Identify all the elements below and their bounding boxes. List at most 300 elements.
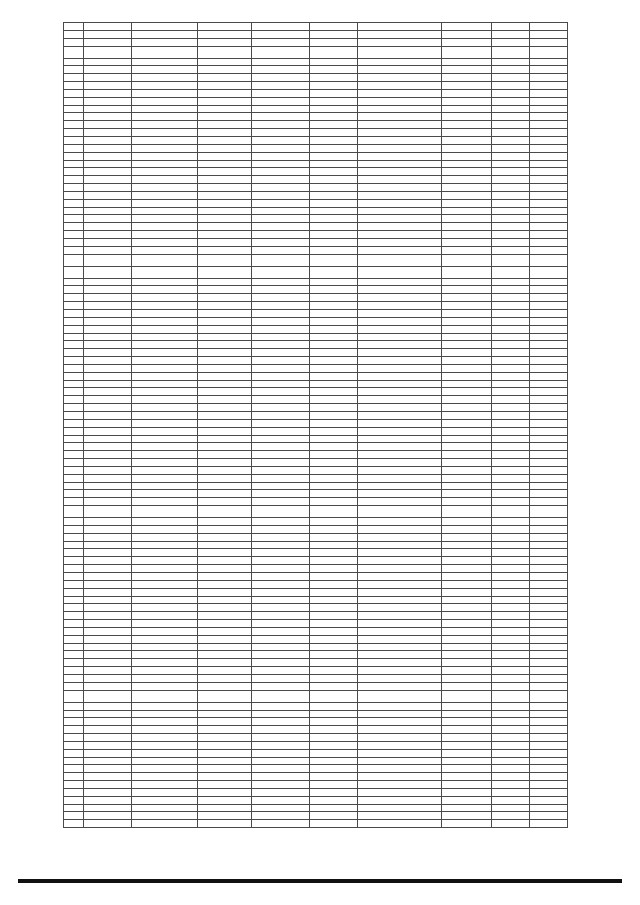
cell-note-b — [530, 223, 568, 231]
cell-street — [358, 380, 442, 388]
cell-note-b — [530, 364, 568, 372]
cell-district — [198, 749, 252, 757]
cell-city-a — [252, 254, 310, 266]
cell-note-a — [492, 749, 530, 757]
cell-code-extra — [132, 435, 198, 443]
cell-code — [84, 215, 132, 223]
cell-street — [358, 66, 442, 74]
cell-city-b — [310, 667, 358, 675]
cell-city-a — [252, 30, 310, 38]
cell-house — [442, 215, 492, 223]
cell-district — [198, 294, 252, 302]
cell-number — [64, 207, 84, 215]
cell-house — [442, 682, 492, 690]
cell-note-a — [492, 89, 530, 97]
cell-district — [198, 643, 252, 651]
cell-house — [442, 620, 492, 628]
cell-note-a — [492, 207, 530, 215]
cell-note-b — [530, 333, 568, 341]
cell-city-a — [252, 549, 310, 557]
cell-code — [84, 580, 132, 588]
cell-district — [198, 741, 252, 749]
cell-city-b — [310, 302, 358, 310]
cell-note-b — [530, 718, 568, 726]
cell-code-extra — [132, 635, 198, 643]
cell-code — [84, 734, 132, 742]
cell-house — [442, 58, 492, 66]
cell-city-a — [252, 482, 310, 490]
cell-note-b — [530, 89, 568, 97]
cell-note-b — [530, 451, 568, 459]
cell-house — [442, 781, 492, 789]
cell-street — [358, 718, 442, 726]
cell-city-a — [252, 364, 310, 372]
cell-note-a — [492, 105, 530, 113]
cell-house — [442, 113, 492, 121]
cell-house — [442, 443, 492, 451]
cell-street — [358, 199, 442, 207]
cell-street — [358, 604, 442, 612]
cell-house — [442, 302, 492, 310]
cell-house — [442, 525, 492, 533]
cell-district — [198, 23, 252, 31]
cell-house — [442, 30, 492, 38]
cell-note-a — [492, 266, 530, 278]
cell-city-a — [252, 781, 310, 789]
cell-house — [442, 757, 492, 765]
cell-house — [442, 349, 492, 357]
cell-note-b — [530, 129, 568, 137]
cell-note-a — [492, 702, 530, 710]
cell-note-a — [492, 718, 530, 726]
cell-district — [198, 380, 252, 388]
cell-code — [84, 30, 132, 38]
cell-note-b — [530, 490, 568, 498]
cell-street — [358, 58, 442, 66]
cell-street — [358, 757, 442, 765]
cell-district — [198, 372, 252, 380]
cell-city-b — [310, 627, 358, 635]
cell-house — [442, 144, 492, 152]
cell-code — [84, 588, 132, 596]
cell-district — [198, 152, 252, 160]
cell-street — [358, 518, 442, 526]
table-row — [64, 565, 568, 573]
table-row — [64, 58, 568, 66]
cell-code-extra — [132, 596, 198, 604]
cell-city-a — [252, 58, 310, 66]
cell-number — [64, 749, 84, 757]
cell-note-a — [492, 121, 530, 129]
cell-note-a — [492, 278, 530, 286]
cell-city-a — [252, 474, 310, 482]
cell-note-b — [530, 238, 568, 246]
cell-code-extra — [132, 659, 198, 667]
cell-code — [84, 136, 132, 144]
cell-city-a — [252, 199, 310, 207]
cell-note-a — [492, 812, 530, 820]
cell-code — [84, 549, 132, 557]
cell-note-a — [492, 627, 530, 635]
cell-street — [358, 388, 442, 396]
cell-city-b — [310, 160, 358, 168]
cell-district — [198, 690, 252, 702]
cell-city-b — [310, 380, 358, 388]
table-row — [64, 191, 568, 199]
table-row — [64, 349, 568, 357]
cell-code-extra — [132, 302, 198, 310]
cell-note-a — [492, 710, 530, 718]
cell-note-b — [530, 620, 568, 628]
cell-city-a — [252, 643, 310, 651]
cell-note-a — [492, 443, 530, 451]
cell-code-extra — [132, 168, 198, 176]
cell-code-extra — [132, 734, 198, 742]
cell-city-b — [310, 557, 358, 565]
cell-street — [358, 82, 442, 90]
table-row — [64, 781, 568, 789]
cell-code — [84, 565, 132, 573]
cell-note-a — [492, 246, 530, 254]
cell-note-a — [492, 325, 530, 333]
cell-number — [64, 674, 84, 682]
cell-district — [198, 820, 252, 828]
cell-house — [442, 66, 492, 74]
cell-note-b — [530, 518, 568, 526]
table-row — [64, 573, 568, 581]
cell-code — [84, 97, 132, 105]
cell-house — [442, 541, 492, 549]
table-row — [64, 749, 568, 757]
cell-code-extra — [132, 349, 198, 357]
table-row — [64, 46, 568, 58]
cell-city-b — [310, 388, 358, 396]
cell-city-a — [252, 627, 310, 635]
table-row — [64, 30, 568, 38]
cell-note-b — [530, 459, 568, 467]
cell-number — [64, 573, 84, 581]
cell-city-a — [252, 223, 310, 231]
cell-note-a — [492, 651, 530, 659]
cell-street — [358, 443, 442, 451]
cell-city-a — [252, 690, 310, 702]
cell-number — [64, 30, 84, 38]
cell-house — [442, 160, 492, 168]
cell-house — [442, 451, 492, 459]
cell-district — [198, 302, 252, 310]
cell-note-b — [530, 466, 568, 474]
cell-street — [358, 435, 442, 443]
table-row — [64, 278, 568, 286]
cell-city-a — [252, 498, 310, 506]
cell-street — [358, 635, 442, 643]
table-row — [64, 310, 568, 318]
table-row — [64, 482, 568, 490]
cell-note-a — [492, 635, 530, 643]
cell-city-a — [252, 419, 310, 427]
cell-house — [442, 105, 492, 113]
cell-note-b — [530, 38, 568, 46]
cell-district — [198, 191, 252, 199]
cell-note-a — [492, 286, 530, 294]
cell-code — [84, 349, 132, 357]
cell-house — [442, 518, 492, 526]
cell-note-b — [530, 506, 568, 518]
cell-code — [84, 518, 132, 526]
cell-city-a — [252, 46, 310, 58]
cell-district — [198, 490, 252, 498]
cell-number — [64, 74, 84, 82]
cell-code — [84, 317, 132, 325]
cell-house — [442, 604, 492, 612]
cell-house — [442, 588, 492, 596]
cell-note-b — [530, 588, 568, 596]
cell-note-a — [492, 620, 530, 628]
cell-street — [358, 749, 442, 757]
cell-district — [198, 674, 252, 682]
cell-code-extra — [132, 113, 198, 121]
cell-street — [358, 286, 442, 294]
cell-city-a — [252, 604, 310, 612]
cell-code — [84, 113, 132, 121]
cell-city-a — [252, 23, 310, 31]
cell-house — [442, 278, 492, 286]
cell-number — [64, 23, 84, 31]
cell-city-b — [310, 129, 358, 137]
cell-city-b — [310, 238, 358, 246]
cell-house — [442, 773, 492, 781]
cell-house — [442, 364, 492, 372]
cell-note-a — [492, 317, 530, 325]
cell-number — [64, 788, 84, 796]
cell-city-b — [310, 588, 358, 596]
table-row — [64, 525, 568, 533]
cell-code-extra — [132, 58, 198, 66]
table-row — [64, 286, 568, 294]
cell-house — [442, 596, 492, 604]
cell-city-b — [310, 643, 358, 651]
cell-note-b — [530, 341, 568, 349]
cell-code-extra — [132, 466, 198, 474]
table-row — [64, 254, 568, 266]
cell-street — [358, 38, 442, 46]
cell-code — [84, 604, 132, 612]
table-row — [64, 580, 568, 588]
cell-code — [84, 557, 132, 565]
cell-number — [64, 341, 84, 349]
cell-number — [64, 565, 84, 573]
cell-code-extra — [132, 74, 198, 82]
cell-city-b — [310, 651, 358, 659]
cell-city-a — [252, 349, 310, 357]
cell-note-b — [530, 804, 568, 812]
cell-code-extra — [132, 451, 198, 459]
cell-code — [84, 82, 132, 90]
cell-city-b — [310, 199, 358, 207]
cell-note-a — [492, 160, 530, 168]
cell-house — [442, 506, 492, 518]
cell-code — [84, 246, 132, 254]
cell-note-a — [492, 726, 530, 734]
cell-code-extra — [132, 702, 198, 710]
cell-note-b — [530, 734, 568, 742]
cell-code — [84, 788, 132, 796]
cell-code-extra — [132, 396, 198, 404]
table-row — [64, 199, 568, 207]
cell-district — [198, 451, 252, 459]
cell-code-extra — [132, 788, 198, 796]
cell-code — [84, 372, 132, 380]
cell-number — [64, 427, 84, 435]
cell-number — [64, 215, 84, 223]
cell-number — [64, 620, 84, 628]
table-row — [64, 734, 568, 742]
cell-city-a — [252, 238, 310, 246]
cell-note-a — [492, 525, 530, 533]
cell-house — [442, 667, 492, 675]
cell-number — [64, 812, 84, 820]
cell-code — [84, 325, 132, 333]
cell-note-a — [492, 23, 530, 31]
cell-note-a — [492, 781, 530, 789]
cell-code — [84, 58, 132, 66]
cell-city-b — [310, 23, 358, 31]
table-row — [64, 207, 568, 215]
table-row — [64, 380, 568, 388]
cell-house — [442, 726, 492, 734]
cell-note-a — [492, 482, 530, 490]
cell-district — [198, 734, 252, 742]
cell-house — [442, 627, 492, 635]
cell-number — [64, 596, 84, 604]
cell-street — [358, 317, 442, 325]
cell-note-b — [530, 168, 568, 176]
cell-district — [198, 518, 252, 526]
cell-note-a — [492, 191, 530, 199]
cell-street — [358, 411, 442, 419]
cell-city-b — [310, 459, 358, 467]
cell-house — [442, 97, 492, 105]
cell-city-b — [310, 215, 358, 223]
cell-house — [442, 612, 492, 620]
cell-note-b — [530, 702, 568, 710]
cell-city-a — [252, 82, 310, 90]
cell-code — [84, 773, 132, 781]
cell-street — [358, 573, 442, 581]
table-row — [64, 443, 568, 451]
cell-code-extra — [132, 294, 198, 302]
cell-number — [64, 459, 84, 467]
cell-number — [64, 357, 84, 365]
table-row — [64, 364, 568, 372]
cell-district — [198, 474, 252, 482]
cell-district — [198, 498, 252, 506]
cell-house — [442, 643, 492, 651]
cell-street — [358, 372, 442, 380]
cell-note-a — [492, 341, 530, 349]
cell-number — [64, 635, 84, 643]
cell-city-a — [252, 372, 310, 380]
cell-number — [64, 160, 84, 168]
cell-code-extra — [132, 254, 198, 266]
cell-house — [442, 82, 492, 90]
cell-house — [442, 702, 492, 710]
cell-code — [84, 191, 132, 199]
cell-house — [442, 549, 492, 557]
registry-table — [63, 22, 568, 828]
cell-number — [64, 498, 84, 506]
table-row — [64, 82, 568, 90]
cell-city-a — [252, 357, 310, 365]
cell-note-a — [492, 741, 530, 749]
footer-rule — [18, 879, 622, 883]
cell-code — [84, 635, 132, 643]
cell-number — [64, 168, 84, 176]
cell-note-b — [530, 294, 568, 302]
cell-note-a — [492, 364, 530, 372]
cell-note-a — [492, 38, 530, 46]
cell-code — [84, 643, 132, 651]
table-row — [64, 612, 568, 620]
table-row — [64, 388, 568, 396]
cell-code — [84, 23, 132, 31]
cell-code-extra — [132, 612, 198, 620]
table-row — [64, 812, 568, 820]
cell-city-a — [252, 749, 310, 757]
cell-street — [358, 659, 442, 667]
cell-code-extra — [132, 231, 198, 239]
cell-city-b — [310, 254, 358, 266]
cell-number — [64, 310, 84, 318]
cell-district — [198, 396, 252, 404]
cell-code — [84, 490, 132, 498]
cell-city-b — [310, 702, 358, 710]
cell-street — [358, 427, 442, 435]
cell-number — [64, 82, 84, 90]
cell-note-a — [492, 820, 530, 828]
cell-city-b — [310, 565, 358, 573]
cell-code — [84, 596, 132, 604]
cell-note-a — [492, 238, 530, 246]
cell-city-b — [310, 620, 358, 628]
cell-number — [64, 246, 84, 254]
cell-note-b — [530, 97, 568, 105]
cell-city-b — [310, 525, 358, 533]
cell-note-b — [530, 659, 568, 667]
table-row — [64, 168, 568, 176]
cell-street — [358, 129, 442, 137]
cell-city-b — [310, 286, 358, 294]
cell-note-b — [530, 674, 568, 682]
cell-number — [64, 105, 84, 113]
cell-house — [442, 136, 492, 144]
table-row — [64, 184, 568, 192]
cell-code — [84, 726, 132, 734]
cell-number — [64, 466, 84, 474]
cell-city-a — [252, 667, 310, 675]
cell-city-b — [310, 812, 358, 820]
cell-city-a — [252, 66, 310, 74]
cell-street — [358, 152, 442, 160]
cell-code-extra — [132, 573, 198, 581]
cell-code — [84, 357, 132, 365]
cell-note-a — [492, 596, 530, 604]
cell-street — [358, 46, 442, 58]
cell-note-a — [492, 796, 530, 804]
cell-city-a — [252, 682, 310, 690]
cell-note-b — [530, 596, 568, 604]
table-row — [64, 113, 568, 121]
